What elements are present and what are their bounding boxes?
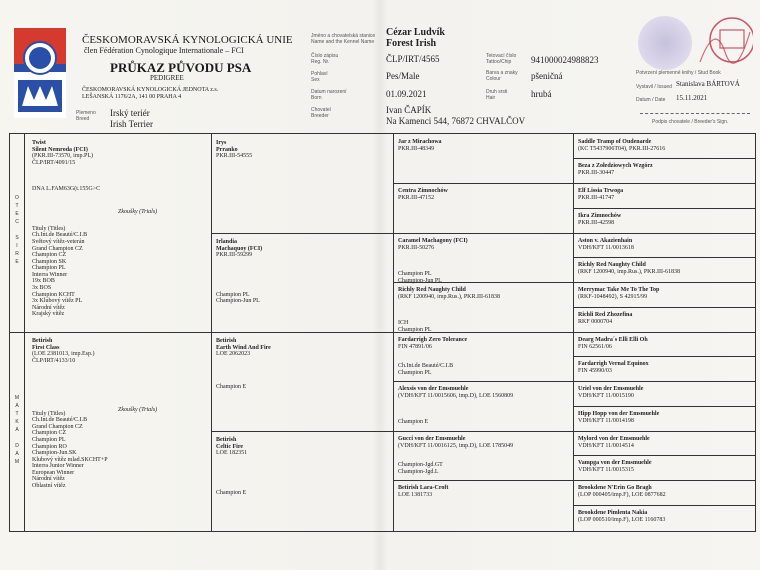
dog-detail-line bbox=[32, 378, 108, 385]
dog-name-line: Elf Lissia Trwoga bbox=[578, 188, 624, 194]
sire-trials: Zkoušky (Trials) bbox=[118, 209, 158, 215]
dog-detail-line: Champion-Jgd.L bbox=[398, 468, 439, 475]
dog-detail-line: FIN 62561/06 bbox=[578, 343, 612, 350]
sire-cell bbox=[32, 140, 100, 318]
dog-detail-line bbox=[32, 219, 100, 226]
issue-date: 15.11.2021 bbox=[676, 94, 708, 102]
dog-detail-line: Oblastní vítěz bbox=[32, 483, 66, 490]
great-grandparent-cell bbox=[398, 188, 448, 201]
dog-detail-line: (RKF-1048492), S 42915/99 bbox=[578, 293, 648, 300]
stud-label: Potvrzení plemenné knihy / Stud Book bbox=[636, 70, 721, 76]
name-label: Jméno a chovatelská stanice Name and the Kennel Name bbox=[311, 33, 376, 45]
grandparent-cell bbox=[216, 239, 262, 305]
dog-detail-line bbox=[32, 397, 108, 404]
side-label-dam bbox=[13, 394, 21, 466]
gg-grandparent-cell bbox=[578, 188, 623, 201]
side-letter: A bbox=[15, 403, 19, 409]
dog-detail-line bbox=[216, 371, 271, 378]
doc-title: PRŮKAZ PŮVODU PSA bbox=[110, 60, 252, 75]
dog-detail-line bbox=[32, 173, 100, 180]
gg-grandparent-cell bbox=[578, 312, 632, 325]
dog-detail-line: LOE 1381733 bbox=[398, 491, 433, 498]
dog-detail-line bbox=[398, 258, 468, 265]
dog-detail-line: Champion-Jgd.GT bbox=[398, 462, 443, 469]
side-letter: S bbox=[15, 235, 19, 241]
dog-detail-line: (VDH/KFT 11/0015606, imp.D), LOE 1560809 bbox=[398, 392, 514, 399]
dog-name-line: Richly Red Naughty Child bbox=[398, 287, 466, 293]
dog-detail-line: Machaquoy (FCI) bbox=[216, 245, 263, 252]
dog-detail-line: LOE 182351 bbox=[216, 450, 248, 457]
dog-detail-line bbox=[32, 384, 108, 391]
dog-name-line: Ikra Zimnochów bbox=[578, 213, 622, 219]
side-letter: I bbox=[16, 243, 18, 249]
dog-name-line: Betirish bbox=[216, 437, 237, 443]
side-letter: D bbox=[15, 443, 19, 449]
dog-name-line: Irlandia bbox=[216, 239, 238, 245]
dog-detail-line: 3x BOS bbox=[32, 285, 52, 292]
dog-detail-line: European Winner bbox=[32, 469, 75, 476]
dog-detail-line bbox=[216, 358, 271, 365]
dog-name-line: Richly Red Naughty Child bbox=[578, 262, 646, 268]
gg-grandparent-cell bbox=[578, 411, 659, 424]
dog-name-line: Centra Zimnochów bbox=[398, 188, 448, 194]
dog-detail-line bbox=[398, 350, 467, 357]
dob-label: Datum narození Born bbox=[311, 89, 347, 101]
dog-detail-line: ČLP/IRT/4091/15 bbox=[32, 159, 76, 166]
dog-detail-line bbox=[32, 391, 108, 398]
great-grandparent-cell bbox=[398, 287, 500, 333]
dog-name-line: Twist bbox=[32, 140, 46, 146]
dog-name-1: Cézar Ludvík bbox=[386, 27, 445, 38]
great-grandparent-cell bbox=[398, 337, 467, 377]
gg-grandparent-cell bbox=[578, 485, 666, 498]
dog-detail-line: Interra Winner bbox=[32, 271, 68, 278]
unit-name: ČESKOMORAVSKÁ KYNOLOGICKÁ JEDNOTA z.s. bbox=[82, 87, 219, 93]
breed-cz: Irský teriér bbox=[110, 108, 150, 118]
dog-detail-line: Tituly (Titles) bbox=[32, 410, 66, 417]
dog-name-line: Richli Red Zhozefina bbox=[578, 312, 633, 318]
dog-detail-line bbox=[32, 199, 100, 206]
dog-detail-line bbox=[32, 206, 100, 213]
dam-trials: Zkoušky (Trials) bbox=[118, 407, 158, 413]
dog-detail-line bbox=[216, 265, 262, 272]
dog-detail-line: VDH/KFT 11/0013618 bbox=[578, 244, 634, 251]
reg-value: ČLP/IRT/4565 bbox=[386, 54, 440, 64]
sign-label: Podpis chovatele / Breeder's Sign. bbox=[652, 119, 729, 125]
gg-grandparent-cell bbox=[578, 213, 621, 226]
great-grandparent-cell bbox=[398, 436, 513, 476]
dog-detail-line: Earth Wind And Fire bbox=[216, 344, 271, 351]
color-value: pšeničná bbox=[531, 71, 563, 81]
dog-detail-line: (VDH/KFT 11/0016125, imp.D), LOE 1785049 bbox=[398, 442, 514, 449]
dog-detail-line bbox=[398, 264, 468, 271]
gg-grandparent-cell bbox=[578, 436, 650, 449]
side-letter: E bbox=[15, 259, 19, 265]
pedigree-tree bbox=[9, 133, 756, 532]
side-letter: R bbox=[15, 251, 19, 257]
color-label: Barva a znaky Colour bbox=[486, 70, 518, 82]
dog-detail-line: FIN 47891/06 bbox=[398, 343, 432, 350]
dog-name-line: Saddle Tramp of Oudenarde bbox=[578, 139, 652, 145]
dog-detail-line bbox=[216, 259, 262, 266]
dog-detail-line: Světový vítěz-veterán bbox=[32, 238, 85, 245]
dog-detail-line: Národní vítěz bbox=[32, 476, 65, 483]
dog-detail-line: Krajský vítěz bbox=[32, 311, 65, 318]
dog-detail-line: (PKR.III-73570, imp.PL) bbox=[32, 153, 93, 160]
dog-detail-line bbox=[216, 364, 271, 371]
dog-detail-line: Champion PL bbox=[398, 270, 432, 277]
dog-detail-line bbox=[216, 279, 262, 286]
breeder-label: Chovatel Breeder bbox=[311, 107, 331, 119]
fci-line: člen Fédération Cynologique Internationale – FCI bbox=[84, 46, 244, 55]
dog-name-line: Aston v. Akazienhain bbox=[578, 238, 633, 244]
dog-detail-line: Champion PL bbox=[32, 436, 66, 443]
dog-detail-line: PKR.III-54555 bbox=[216, 153, 253, 160]
side-letter: M bbox=[14, 459, 20, 465]
dog-detail-line: PKR.III-59299 bbox=[216, 252, 253, 259]
chip-label: Tetovací číslo Tattoo/Chip bbox=[486, 53, 517, 65]
dog-detail-line bbox=[398, 307, 500, 314]
dog-name-line: Caramel Machagony (FCI) bbox=[398, 238, 468, 244]
cmku-logo bbox=[14, 28, 66, 118]
dog-name-line: Beza z Zołedziowych Wzgórz bbox=[578, 163, 653, 169]
dog-name-line: Fardarrigh Zero Tolerance bbox=[398, 337, 468, 343]
unit-address: LEŠANSKÁ 1176/2A, 141 00 PRAHA 4 bbox=[82, 94, 182, 100]
dog-detail-line: VDH/KFT 11/0014198 bbox=[578, 417, 634, 424]
dog-detail-line bbox=[32, 364, 108, 371]
dog-detail-line: (LOE 2381013, imp.Esp.) bbox=[32, 351, 95, 358]
issued-label: Vystavil / Issued bbox=[636, 84, 672, 90]
dog-name-line: Hipp Hopp von der Emsmuehle bbox=[578, 411, 660, 417]
dog-name-line: Dearg Madra´s Elli Elli Oh bbox=[578, 337, 648, 343]
dog-detail-line bbox=[216, 272, 262, 279]
gg-grandparent-cell bbox=[578, 287, 659, 300]
chip-value: 941000024988823 bbox=[531, 55, 599, 65]
official-stamp bbox=[640, 12, 753, 72]
dog-detail-line bbox=[216, 285, 262, 292]
dob-value: 01.09.2021 bbox=[386, 89, 427, 99]
dog-name-line: Mylord von der Emsmuehle bbox=[578, 436, 650, 442]
dog-detail-line: VDH/KFT 11/0015315 bbox=[578, 466, 634, 473]
dog-detail-line bbox=[216, 470, 247, 477]
dog-detail-line: PKR.III-42598 bbox=[578, 219, 615, 226]
dog-detail-line bbox=[398, 300, 500, 307]
side-letter bbox=[13, 226, 21, 234]
dog-detail-line: Champion E bbox=[398, 418, 429, 425]
breeder-name: Ivan ČAPÍK bbox=[386, 105, 432, 115]
dog-detail-line: Champion KCHT bbox=[32, 291, 75, 298]
dog-detail-line: PKR.III-47152 bbox=[398, 194, 435, 201]
dog-detail-line: Champion CZ bbox=[32, 252, 67, 259]
dog-detail-line bbox=[216, 457, 247, 464]
breed-label: Plemeno Breed bbox=[76, 110, 96, 122]
dog-detail-line bbox=[216, 483, 247, 490]
dog-detail-line bbox=[398, 313, 500, 320]
dog-detail-line: Champion RO bbox=[32, 443, 67, 450]
dog-name-line: Betirish Lara-Croft bbox=[398, 485, 449, 491]
dog-name-line: Brookdene Pimlenta Nakia bbox=[578, 510, 648, 516]
dog-detail-line: Champion SK bbox=[32, 258, 67, 265]
dog-detail-line: (RKF 1200940, imp.Rus.), PKR.III-61838 bbox=[398, 293, 501, 300]
dog-detail-line bbox=[32, 213, 100, 220]
coat-label: Druh srsti Hair bbox=[486, 89, 508, 101]
dog-detail-line bbox=[398, 449, 513, 456]
dog-detail-line: VDH/KFT 11/0014514 bbox=[578, 442, 634, 449]
side-letter: T bbox=[15, 203, 19, 209]
dog-detail-line bbox=[32, 166, 100, 173]
dog-detail-line: Ch.Int.de Beauté/C.I.B bbox=[398, 363, 454, 370]
sex-label: Pohlaví Sex bbox=[311, 71, 328, 83]
dog-detail-line: (KC T5437906T04), PKR.III-27616 bbox=[578, 145, 666, 152]
gg-grandparent-cell bbox=[578, 163, 653, 176]
dam-cell bbox=[32, 338, 108, 490]
dog-detail-line: ICH bbox=[398, 319, 409, 326]
gg-grandparent-cell bbox=[578, 386, 643, 399]
coat-value: hrubá bbox=[531, 89, 552, 99]
dog-detail-line: FIN 45990/03 bbox=[578, 367, 612, 374]
side-letter: A bbox=[15, 427, 19, 433]
dog-detail-line: Champion-Jun PL bbox=[398, 277, 442, 284]
gg-grandparent-cell bbox=[578, 361, 649, 374]
gg-grandparent-cell bbox=[578, 139, 665, 152]
dog-detail-line bbox=[216, 477, 247, 484]
dog-detail-line bbox=[398, 251, 468, 258]
sex-value: Pes/Male bbox=[386, 71, 420, 81]
gg-grandparent-cell bbox=[578, 337, 648, 350]
side-letter: C bbox=[15, 219, 19, 225]
signature-line bbox=[640, 113, 750, 114]
dog-detail-line: (RKF 1200940, imp.Rus.), PKR.III-61838 bbox=[578, 268, 681, 275]
dog-name-line: Gucci von der Emsmuehle bbox=[398, 436, 466, 442]
dog-detail-line bbox=[398, 357, 467, 364]
side-letter: T bbox=[15, 411, 19, 417]
dog-detail-line: PKR.III-50276 bbox=[398, 244, 435, 251]
dog-detail-line: Champion PL bbox=[32, 265, 66, 272]
great-grandparent-cell bbox=[398, 139, 442, 152]
gg-grandparent-cell bbox=[578, 460, 652, 473]
dog-detail-line: First Class bbox=[32, 344, 60, 351]
dog-detail-line: ČLP/IRT/4133/10 bbox=[32, 357, 76, 364]
dog-name-line: Irys bbox=[216, 140, 227, 146]
side-letter: E bbox=[15, 211, 19, 217]
dog-detail-line: LOE 2062023 bbox=[216, 351, 251, 358]
dog-detail-line bbox=[216, 378, 271, 385]
grandparent-cell bbox=[216, 338, 271, 391]
dog-detail-line: Klubový vítěz mlad.SKCHT+P bbox=[32, 456, 108, 463]
gg-grandparent-cell bbox=[578, 510, 665, 523]
dog-detail-line bbox=[398, 456, 513, 463]
dog-detail-line: Tituly (Titles) bbox=[32, 225, 66, 232]
dog-name-line: Betirish bbox=[216, 338, 237, 344]
dog-detail-line: Celtic Fire bbox=[216, 443, 244, 450]
side-label-sire bbox=[13, 194, 21, 266]
dog-detail-line bbox=[32, 371, 108, 378]
great-grandparent-cell bbox=[398, 485, 448, 498]
dog-detail-line: DNA L.FAM63G(t.155G>C bbox=[32, 186, 101, 193]
dog-detail-line: Grand Champion CZ bbox=[32, 245, 83, 252]
dog-detail-line: PKR.III-41747 bbox=[578, 194, 615, 201]
great-grandparent-cell bbox=[398, 386, 513, 426]
dog-detail-line: Champion PL bbox=[216, 291, 250, 298]
dog-detail-line: VDH/KFT 11/0015190 bbox=[578, 392, 634, 399]
dog-name-line: Betirish bbox=[32, 338, 53, 344]
side-letter: O bbox=[15, 195, 19, 201]
dog-detail-line bbox=[32, 193, 100, 200]
side-letter bbox=[13, 434, 21, 442]
gg-grandparent-cell bbox=[578, 262, 680, 275]
dog-name-line: Jar z Mirachowa bbox=[398, 139, 442, 145]
dog-detail-line bbox=[398, 399, 513, 406]
dog-detail-line: Prranko bbox=[216, 146, 238, 153]
dog-name-line: Fardarrigh Vernal Equinox bbox=[578, 361, 649, 367]
org-name: ČESKOMORAVSKÁ KYNOLOGICKÁ UNIE bbox=[82, 34, 293, 46]
dog-detail-line: Silent Nemroda (FCI) bbox=[32, 146, 88, 153]
side-letter: K bbox=[15, 419, 19, 425]
dog-detail-line: Grand Champion CZ bbox=[32, 423, 83, 430]
dog-detail-line: (LOP 000510/imp.F), LOE 1160783 bbox=[578, 516, 666, 523]
dog-name-line: Vampga von der Emsmuehle bbox=[578, 460, 652, 466]
dog-name-2: Forest Irish bbox=[386, 38, 437, 49]
dog-name-line: Alexsis von der Emsmuehle bbox=[398, 386, 469, 392]
dog-detail-line: Champion PL bbox=[398, 326, 432, 333]
breed-en: Irish Terrier bbox=[110, 119, 153, 129]
dog-detail-line: Ch.Int.de Beauté/C.I.B bbox=[32, 417, 88, 424]
dog-detail-line: Champion-Jun PL bbox=[216, 298, 260, 305]
dog-name-line: Uriel von der Emsmuehle bbox=[578, 386, 644, 392]
grandparent-cell bbox=[216, 437, 247, 496]
dog-detail-line bbox=[216, 463, 247, 470]
great-grandparent-cell bbox=[398, 238, 468, 284]
side-letter: M bbox=[14, 395, 20, 401]
doc-subtitle: PEDIGREE bbox=[150, 74, 184, 82]
side-letter: A bbox=[15, 451, 19, 457]
dog-name-line: Brookdene N'Erin Go Bragh bbox=[578, 485, 652, 491]
reg-label: Číslo zápisu Reg. Nr. bbox=[311, 53, 339, 65]
dog-detail-line: PKR.III-48349 bbox=[398, 145, 435, 152]
dog-detail-line: Champion E bbox=[216, 384, 247, 391]
date-label: Datum / Date bbox=[636, 97, 666, 103]
dog-detail-line bbox=[398, 406, 513, 413]
dog-detail-line: PKR.III-30447 bbox=[578, 169, 615, 176]
issued-by: Stanislava BÁRTOVÁ bbox=[676, 80, 740, 88]
dog-detail-line: 19x BOB bbox=[32, 278, 55, 285]
dog-detail-line: RKF 0000704 bbox=[578, 318, 613, 325]
dog-detail-line bbox=[32, 404, 108, 411]
gg-grandparent-cell bbox=[578, 238, 634, 251]
dog-name-line: Merrymac Take Me To The Top bbox=[578, 287, 660, 293]
dog-detail-line: Ch.Int.de Beauté/C.I.B bbox=[32, 232, 88, 239]
dog-detail-line: Champion-Jun.SK bbox=[32, 450, 77, 457]
dog-detail-line: Interra Junior Winner bbox=[32, 463, 84, 470]
grandparent-cell bbox=[216, 140, 252, 160]
dog-detail-line: 3x Klubový vítěz PL bbox=[32, 298, 83, 305]
dog-detail-line: (LOP 000405/imp.F), LOE 0877682 bbox=[578, 491, 666, 498]
dog-detail-line: Champion E bbox=[216, 489, 247, 496]
breeder-address: Na Kamenci 544, 76872 CHVALČOV bbox=[386, 116, 526, 126]
dog-detail-line: Champion CZ bbox=[32, 430, 67, 437]
dog-detail-line: Champion PL bbox=[398, 369, 432, 376]
dog-detail-line bbox=[398, 412, 513, 419]
dog-detail-line: Národní vítěz bbox=[32, 304, 65, 311]
